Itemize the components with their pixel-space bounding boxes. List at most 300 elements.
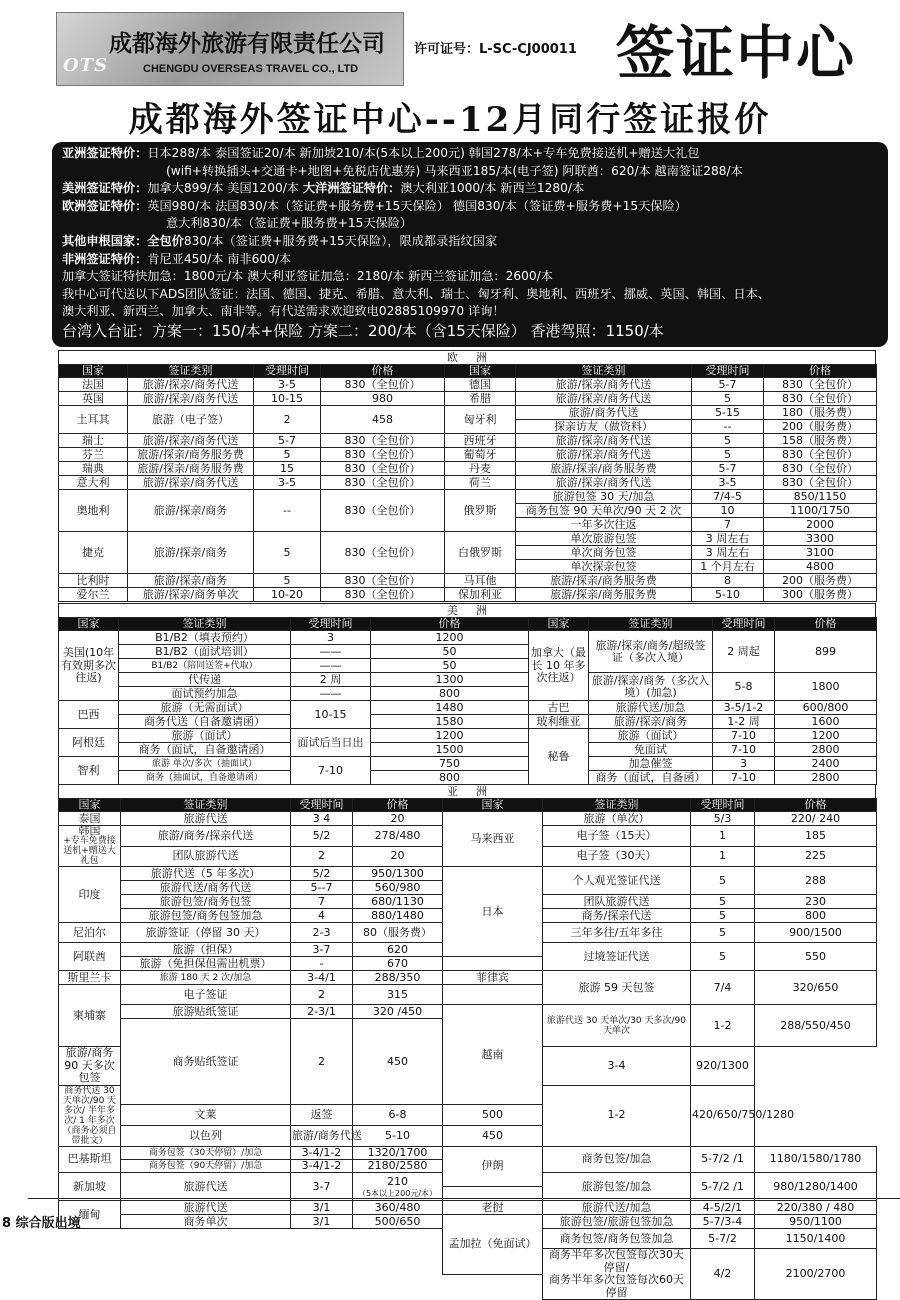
americas-price: 800 [371, 771, 529, 785]
asia-processing-time: 3-4/1-2 [291, 1146, 353, 1159]
asia-visa-type: 商务/探亲代送 [543, 909, 691, 923]
asia-visa-type: 旅游代送 [121, 1173, 291, 1201]
americas-row [59, 729, 877, 743]
europe-price: 830（全包价） [321, 532, 445, 574]
europe-processing-time: 5-7 [692, 378, 764, 392]
americas-price: 1600 [775, 715, 877, 729]
page-footer: 8 综合版出境 [2, 1216, 81, 1231]
europe-price: 4800 [764, 560, 877, 574]
asia-visa-type: 旅游/商务 90 天多次包签 [59, 1047, 121, 1085]
americas-visa-type: 旅游 单次/多次（抽面试） [119, 757, 291, 771]
europe-visa-type: 旅游/商务代送 [516, 406, 692, 420]
europe-country: 丹麦 [445, 462, 516, 476]
americas-processing-time: 2 周起 [713, 631, 775, 673]
europe-col-header: 受理时间 [692, 365, 764, 378]
americas-processing-time: 3 [291, 631, 371, 645]
asia-price: 80（服务费） [353, 923, 443, 943]
americas-price: 800 [371, 687, 529, 701]
asia-country-korea: 韩国 [78, 824, 101, 838]
bottom-rule [28, 1198, 900, 1199]
europe-processing-time: -- [692, 420, 764, 434]
asia-price: 450 [353, 1019, 443, 1105]
asia-visa-type: 旅游 180 天 2 次/加急 [121, 971, 291, 985]
promo-line [62, 286, 878, 304]
asia-country: 日本 [443, 867, 543, 957]
europe-price: 200（服务费） [764, 420, 877, 434]
asia-processing-time: 7 [291, 895, 353, 909]
europe-table [58, 364, 877, 602]
europe-visa-type: 商务包签 90 天单次/90 天 2 次 [516, 504, 692, 518]
europe-header-row [59, 365, 877, 378]
asia-visa-type: 商务半年多次包签每次30天停留/ 商务半年多次包签每次60天停留 [543, 1249, 691, 1300]
europe-country: 瑞典 [59, 462, 128, 476]
europe-country: 马耳他 [445, 574, 516, 588]
europe-country: 捷克 [59, 532, 128, 574]
promo-line [62, 303, 878, 321]
asia-price: 185 [755, 826, 877, 847]
europe-row [59, 588, 877, 602]
asia-processing-time: 5/2 [291, 826, 353, 847]
promo-label: 非洲签证特价： [62, 251, 148, 266]
asia-price: 220/ 240 [755, 812, 877, 826]
asia-price: 420/650/750/1280 [691, 1085, 755, 1146]
asia-price: 680/1130 [353, 895, 443, 909]
americas-country: 玻利维亚 [529, 715, 589, 729]
asia-price: 320 /450 [353, 1005, 443, 1019]
asia-price: 20 [353, 812, 443, 826]
europe-processing-time: 5-15 [692, 406, 764, 420]
promo-text: 肯尼亚450/本 南非600/本 [147, 251, 292, 266]
asia-country: 老挝 [443, 1201, 543, 1215]
americas-price: 1800 [775, 673, 877, 701]
asia-price: 550 [755, 943, 877, 971]
europe-col-header: 价格 [764, 365, 877, 378]
europe-country: 比利时 [59, 574, 128, 588]
americas-col-header: 签证类别 [119, 618, 291, 631]
europe-col-header: 受理时间 [254, 365, 321, 378]
americas-processing-time: —— [291, 687, 371, 701]
asia-price: 560/980 [353, 881, 443, 895]
asia-col-header: 国家 [443, 799, 543, 812]
americas-country: 智利 [59, 757, 119, 785]
asia-price: 278/480 [353, 826, 443, 847]
asia-processing-time: 2 [291, 985, 353, 1005]
americas-price: 1300 [371, 673, 529, 687]
europe-visa-type: 旅游/探亲/商务服务费 [128, 448, 254, 462]
asia-price: 225 [755, 846, 877, 867]
americas-table [58, 617, 877, 785]
europe-row [59, 532, 877, 546]
americas-price: 750 [371, 757, 529, 771]
asia-processing-time: 5-10 [353, 1125, 443, 1146]
asia-col-header: 受理时间 [691, 799, 755, 812]
europe-visa-type: 旅游/探亲/商务 [128, 532, 254, 574]
asia-price: 950/1100 [755, 1215, 877, 1229]
asia-price: 450 [443, 1125, 543, 1146]
europe-row [59, 574, 877, 588]
asia-processing-time: 7/4 [691, 971, 755, 1005]
americas-row [59, 715, 877, 729]
asia-visa-type: 旅游/商务/探亲代送 [121, 826, 291, 847]
asia-col-header: 价格 [353, 799, 443, 812]
europe-processing-time: 10-15 [254, 392, 321, 406]
americas-price: 1580 [371, 715, 529, 729]
promo-text: 台湾入台证：方案一：150/本+保险 方案二：200/本（含15天保险） 香港驾照：1150/本 [62, 321, 664, 340]
asia-section [58, 784, 876, 1300]
asia-processing-time: 3/1 [291, 1215, 353, 1229]
asia-processing-time: 2-3 [291, 923, 353, 943]
europe-country: 西班牙 [445, 434, 516, 448]
promo-text: 意大利830/本（签证费+服务费+15天保险） [166, 216, 413, 231]
europe-visa-type: 旅游/探亲/商务服务费 [516, 574, 692, 588]
americas-processing-time: 10-15 [291, 701, 371, 729]
asia-processing-time: 4 [291, 909, 353, 923]
europe-price: 300（服务费） [764, 588, 877, 602]
europe-visa-type: 旅游/探亲/商务代送 [128, 434, 254, 448]
asia-country: 伊朗 [443, 1146, 543, 1187]
asia-visa-type: 商务代送 30 天单次/90 天多次/ 半年多次/ 1 年多次 （商务必须自带批文） [59, 1085, 121, 1146]
promo-text: (wifi+转换插头+交通卡+地图+免税店优惠券) 马来西亚185/本(电子签) 阿联酋：620/本 越南签证288/本 [166, 163, 743, 178]
promo-line [62, 180, 878, 198]
americas-col-header: 受理时间 [713, 618, 775, 631]
asia-processing-time: 3-7 [291, 943, 353, 957]
europe-price: 830（全包价） [321, 378, 445, 392]
europe-visa-type: 旅游/探亲/商务服务费 [516, 588, 692, 602]
europe-processing-time: 5-7 [254, 434, 321, 448]
asia-price: 288 [755, 867, 877, 895]
europe-country: 奥地利 [59, 490, 128, 532]
americas-row [59, 771, 877, 785]
asia-processing-time: 5--7 [291, 881, 353, 895]
europe-visa-type: 旅游/探亲/商务代送 [516, 378, 692, 392]
asia-visa-type: 旅游包签/旅游包签加急 [543, 1215, 691, 1229]
asia-price: 880/1480 [353, 909, 443, 923]
asia-processing-time: 1-2 [691, 1005, 755, 1047]
americas-visa-type: 旅游/探亲/商务/超级签证（多次入境） [589, 631, 713, 673]
asia-processing-time: 5-7/2 /1 [691, 1146, 755, 1173]
asia-visa-type: 商务包签/加急 [543, 1146, 691, 1173]
asia-processing-time: 5 [691, 895, 755, 909]
asia-price: 320/650 [755, 971, 877, 1005]
asia-processing-time: 1 [691, 846, 755, 867]
americas-visa-type: 旅游/探亲/商务（多次入境）(加急) [589, 673, 713, 701]
americas-visa-type: 商务（面试，自备函） [589, 771, 713, 785]
asia-visa-type: 旅游 59 天包签 [543, 971, 691, 1005]
europe-processing-time: 3-5 [692, 476, 764, 490]
americas-price: 1500 [371, 743, 529, 757]
europe-country: 希腊 [445, 392, 516, 406]
asia-processing-time: 5 [691, 867, 755, 895]
europe-visa-type: 旅游/探亲/商务服务费 [128, 462, 254, 476]
europe-col-header: 签证类别 [516, 365, 692, 378]
promo-text: 我中心可代送以下ADS团队签证：法国、德国、捷克、希腊、意大利、瑞士、匈牙利、奥地利、西班牙、挪威、英国、韩国、日本、 [62, 286, 770, 301]
americas-visa-type: 免面试 [589, 743, 713, 757]
asia-col-header: 受理时间 [291, 799, 353, 812]
promo-line [62, 215, 878, 233]
europe-processing-time: 3-5 [254, 476, 321, 490]
americas-visa-type: 旅游（面试） [119, 729, 291, 743]
europe-visa-type: 旅游/探亲/商务代送 [128, 378, 254, 392]
europe-price: 1100/1750 [764, 504, 877, 518]
europe-price: 3100 [764, 546, 877, 560]
americas-processing-time: 7-10 [713, 771, 775, 785]
asia-price: 1150/1400 [755, 1229, 877, 1249]
asia-price: 950/1300 [353, 867, 443, 881]
asia-processing-time: 3-7 [291, 1173, 353, 1201]
europe-country: 保加利亚 [445, 588, 516, 602]
europe-processing-time: 7 [692, 518, 764, 532]
americas-col-header: 受理时间 [291, 618, 371, 631]
europe-visa-type: 旅游包签 30 天/加急 [516, 490, 692, 504]
asia-country: 斯里兰卡 [59, 971, 121, 985]
promo-line [62, 268, 878, 286]
promo-text: 830/本（签证费+服务费+15天保险），限成都录指纹国家 [183, 233, 498, 248]
asia-price: 670 [353, 957, 443, 971]
europe-price: 830（全包价） [321, 448, 445, 462]
europe-visa-type: 旅游/探亲/商务 [128, 574, 254, 588]
asia-country: 阿联酋 [59, 943, 121, 971]
promo-text: 加拿大899/本 美国1200/本 [147, 181, 299, 196]
asia-country: 孟加拉（免面试） [443, 1215, 543, 1274]
company-name-cn: 成都海外旅游有限责任公司 [109, 30, 385, 57]
europe-row [59, 476, 877, 490]
asia-country: 菲律宾 [443, 971, 543, 985]
europe-price: 830（全包价） [321, 434, 445, 448]
americas-visa-type: 商务代送（自备邀请函） [119, 715, 291, 729]
europe-processing-time: 7/4-5 [692, 490, 764, 504]
europe-visa-type: 旅游/探亲/商务代送 [128, 476, 254, 490]
americas-visa-type: B1/B2（面试培训） [119, 645, 291, 659]
europe-col-header: 国家 [59, 365, 128, 378]
asia-processing-time: 1 [691, 826, 755, 847]
americas-processing-time: 1-2 周 [713, 715, 775, 729]
americas-processing-time: 5-8 [713, 673, 775, 701]
americas-price: 2400 [775, 757, 877, 771]
americas-row [59, 631, 877, 645]
americas-visa-type: 旅游代送/加急 [589, 701, 713, 715]
americas-price: 1200 [775, 729, 877, 743]
europe-price: 830（全包价） [321, 574, 445, 588]
europe-visa-type: 旅游/探亲/商务代送 [516, 448, 692, 462]
europe-price: 158（服务费） [764, 434, 877, 448]
asia-price: 500 [443, 1105, 543, 1126]
asia-country: 印度 [59, 867, 121, 923]
asia-processing-time: 5-7/2 [691, 1229, 755, 1249]
company-name-en: CHENGDU OVERSEAS TRAVEL CO., LTD [143, 63, 359, 75]
americas-col-header: 签证类别 [589, 618, 713, 631]
americas-price: 2800 [775, 743, 877, 757]
europe-row [59, 392, 877, 406]
asia-country: 泰国 [59, 812, 121, 826]
europe-visa-type: 旅游/探亲/商务代送 [516, 392, 692, 406]
asia-visa-type: 旅游代送 30 天单次/30 天多次/90 天单次 [543, 1005, 691, 1047]
europe-row [59, 490, 877, 504]
europe-country: 法国 [59, 378, 128, 392]
americas-country: 阿根廷 [59, 729, 119, 757]
asia-price: 315 [353, 985, 443, 1005]
asia-price: 360/480 [353, 1201, 443, 1215]
europe-visa-type: 旅游/探亲/商务代送 [128, 392, 254, 406]
asia-price: 900/1500 [755, 923, 877, 943]
europe-price: 830（全包价） [321, 462, 445, 476]
asia-col-header: 国家 [59, 799, 121, 812]
europe-visa-type: 探亲访友（做资料） [516, 420, 692, 434]
asia-visa-type: 团队旅游代送 [121, 846, 291, 867]
asia-processing-time: 5 [691, 923, 755, 943]
europe-processing-time: 1 个月左右 [692, 560, 764, 574]
asia-country: 巴基斯坦 [59, 1146, 121, 1173]
europe-row [59, 434, 877, 448]
asia-price: 1320/1700 [353, 1146, 443, 1159]
europe-processing-time: 3 周左右 [692, 532, 764, 546]
europe-processing-time: 2 [254, 406, 321, 434]
americas-visa-type: 加急催签 [589, 757, 713, 771]
promo-label: 其他申根国家：全包价 [62, 233, 184, 248]
europe-price: 180（服务费） [764, 406, 877, 420]
europe-col-header: 价格 [321, 365, 445, 378]
promo-line [62, 251, 878, 269]
europe-price: 830（全包价） [764, 462, 877, 476]
asia-row [59, 1005, 877, 1019]
asia-price: 800 [755, 909, 877, 923]
asia-processing-time: 3-4 [543, 1047, 691, 1085]
europe-visa-type: 单次探亲包签 [516, 560, 692, 574]
europe-price: 458 [321, 406, 445, 434]
promo-label: 欧洲签证特价： [62, 198, 148, 213]
asia-visa-type: 商务包签（90天停留）/加急 [121, 1160, 291, 1173]
page-title: 成都海外签证中心--12月同行签证报价 [128, 100, 772, 140]
americas-col-header: 价格 [775, 618, 877, 631]
europe-country: 芬兰 [59, 448, 128, 462]
asia-row [59, 812, 877, 826]
asia-visa-type: 三年多往/五年多往 [543, 923, 691, 943]
europe-price: 830（全包价） [764, 476, 877, 490]
asia-processing-time: 5 [691, 909, 755, 923]
asia-visa-type: 旅游（担保） [121, 943, 291, 957]
promo-line [62, 145, 878, 163]
americas-visa-type: 面试预约加急 [119, 687, 291, 701]
visa-center-title: 签证中心 [616, 19, 857, 87]
asia-col-header: 价格 [755, 799, 877, 812]
americas-visa-type: 商务（抽面试，自备邀请函） [119, 771, 291, 785]
asia-price-note: （5本以上200元/本） [357, 1188, 438, 1198]
asia-visa-type: 商务贴纸签证 [121, 1019, 291, 1105]
americas-row [59, 701, 877, 715]
asia-visa-type: 旅游代送/商务代送 [121, 881, 291, 895]
europe-visa-type: 旅游/探亲/商务单次 [128, 588, 254, 602]
asia-price: 620 [353, 943, 443, 957]
europe-country: 土耳其 [59, 406, 128, 434]
asia-processing-time: 2 [291, 846, 353, 867]
asia-visa-type: 电子签（15天） [543, 826, 691, 847]
asia-processing-time: 6-8 [353, 1105, 443, 1126]
europe-processing-time: 5 [692, 448, 764, 462]
asia-processing-time: 5/2 [291, 867, 353, 881]
europe-price: 850/1150 [764, 490, 877, 504]
asia-visa-type: 旅游（免担保但需出机票） [121, 957, 291, 971]
asia-price: 920/1300 [691, 1047, 755, 1085]
americas-price: 1480 [371, 701, 529, 715]
promo-text: 英国980/本 法国830/本（签证费+服务费+15天保险） 德国830/本（签证费+服务费+15天保险） [147, 198, 687, 213]
asia-price: 2180/2580 [353, 1160, 443, 1173]
asia-price: 980/1280/1400 [755, 1173, 877, 1201]
europe-processing-time: 5-10 [692, 588, 764, 602]
asia-price: 500/650 [353, 1215, 443, 1229]
header [0, 0, 900, 92]
promo-line [62, 321, 878, 342]
asia-visa-type: 商务包签/商务包签加急 [543, 1229, 691, 1249]
asia-visa-type: 商务单次 [121, 1215, 291, 1229]
americas-country: 秘鲁 [529, 729, 589, 785]
europe-price: 3300 [764, 532, 877, 546]
asia-price: 220/380 / 480 [755, 1201, 877, 1215]
promo-text: 日本288/本 泰国签证20/本 新加坡210/本(5本以上200元) 韩国278/本+专车免费接送机+赠送大礼包 [147, 146, 700, 160]
americas-processing-time: 面试后当日出 [291, 729, 371, 757]
section-caption-asia: 亚洲 [58, 784, 876, 798]
americas-row [59, 673, 877, 687]
americas-processing-time: 7-10 [713, 743, 775, 757]
promo-text: 澳大利亚1000/本 新西兰1280/本 [400, 181, 585, 196]
europe-country: 英国 [59, 392, 128, 406]
americas-row [59, 757, 877, 771]
europe-price: 830（全包价） [764, 448, 877, 462]
americas-price: 2800 [775, 771, 877, 785]
europe-processing-time: 5 [254, 448, 321, 462]
company-logo [56, 12, 404, 86]
europe-row [59, 406, 877, 420]
americas-processing-time: 3 [713, 757, 775, 771]
asia-processing-time: 3 4 [291, 812, 353, 826]
europe-country: 白俄罗斯 [445, 532, 516, 574]
license-number: 许可证号：L-SC-CJ00011 [414, 42, 577, 57]
promo-line [62, 198, 878, 216]
asia-col-header: 签证类别 [543, 799, 691, 812]
asia-empty [59, 1229, 443, 1249]
americas-country: 加拿大（最长 10 年多次往返） [529, 631, 589, 701]
asia-price: 20 [353, 846, 443, 867]
europe-processing-time: 5 [254, 532, 321, 574]
europe-row [59, 462, 877, 476]
americas-country: 美国(10年有效期多次往返) [59, 631, 119, 701]
asia-table [58, 798, 877, 1300]
asia-visa-type: 旅游/商务代送 [291, 1125, 353, 1146]
americas-processing-time: 2 周 [291, 673, 371, 687]
europe-country: 俄罗斯 [445, 490, 516, 532]
asia-visa-type: 旅游代送 [121, 1201, 291, 1215]
americas-col-header: 国家 [59, 618, 119, 631]
promo-text: 澳大利亚、新西兰、加拿大、南非等。有代送需求欢迎致电02885109970 详询！ [62, 304, 505, 319]
americas-processing-time: 7-10 [291, 757, 371, 785]
asia-visa-type: 旅游代送 [121, 812, 291, 826]
asia-processing-time: 4-5/2/1 [691, 1201, 755, 1215]
europe-price: 980 [321, 392, 445, 406]
americas-visa-type: 商务（面试，自备邀请函） [119, 743, 291, 757]
logo-mark: OTS [63, 55, 109, 76]
promo-line [62, 163, 878, 181]
asia-visa-type: 旅游代送（5 年多次） [121, 867, 291, 881]
asia-processing-time: 3-4/1 [291, 971, 353, 985]
asia-row [59, 1146, 877, 1159]
asia-processing-time: 2 [291, 1019, 353, 1105]
americas-section [58, 603, 876, 785]
europe-price: 830（全包价） [321, 476, 445, 490]
americas-row [59, 743, 877, 757]
asia-country: 越南 [443, 1005, 543, 1105]
americas-processing-time: 7-10 [713, 729, 775, 743]
asia-processing-time: 4/2 [691, 1249, 755, 1300]
europe-processing-time: 3 周左右 [692, 546, 764, 560]
asia-processing-time: 5/3 [691, 812, 755, 826]
